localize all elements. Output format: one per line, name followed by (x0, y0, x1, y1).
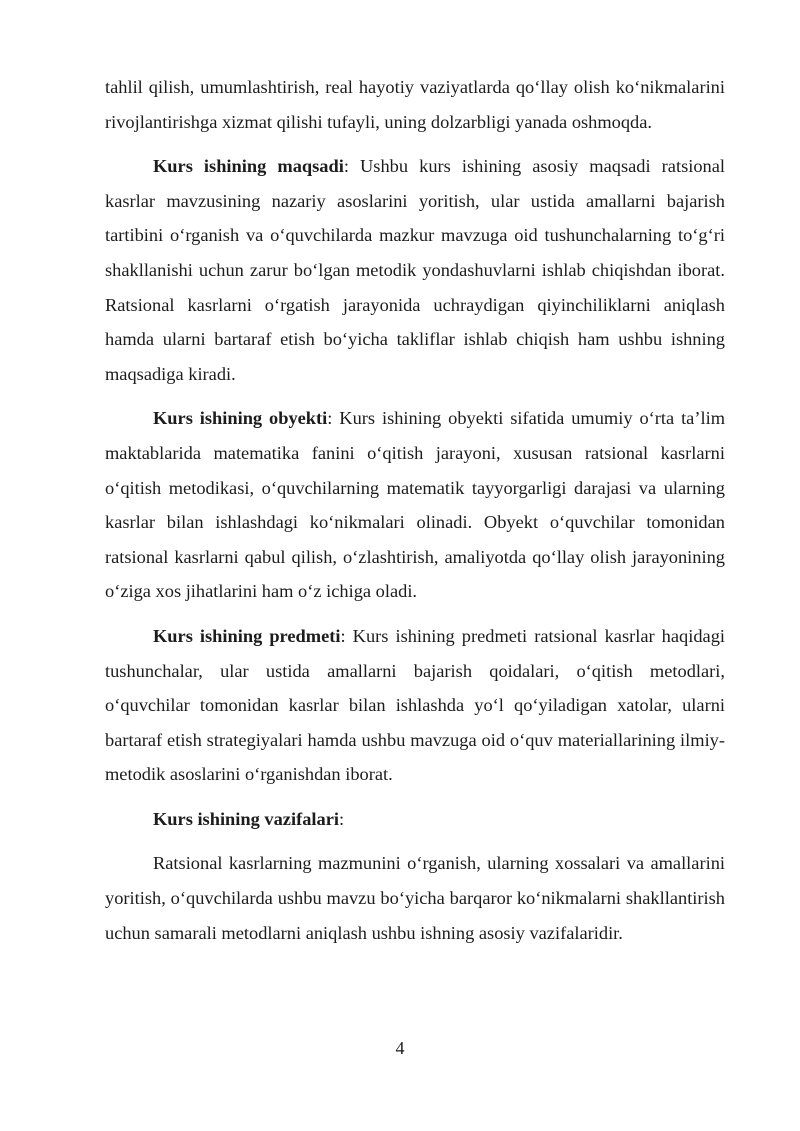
subject-text: : Kurs ishining predmeti ratsional kasrlar haqidagi tushunchalar, ular ustida amallarni bajarish qoidalari, o‘qitish metodlari, o‘quvchilar tomonidan kasrlar bilan ishlashda yo‘l qo‘yiladigan xatolar, ularni bartaraf etish strategiyalari hamda ushbu mavzuga oid o‘quv materiallarining ilmiy-metodik asoslarini o‘rganishdan iborat. (105, 625, 726, 785)
page-body (105, 70, 725, 950)
paragraph-continuation (105, 70, 725, 139)
paragraph-tasks-heading (105, 802, 725, 837)
goal-text: : Ushbu kurs ishining asosiy maqsadi ratsional kasrlar mavzusining nazariy asoslarini yoritish, ular ustida amallarni bajarish tartibini o‘rganish va o‘quvchilarda mazkur mavzuga oid tushunchalarning to‘g‘ri shakllanishi uchun zarur bo‘lgan metodik yondashuvlarni ishlab chiqishdan iborat. Ratsional kasrlarni o‘rgatish jarayonida uchraydigan qiyinchiliklarni aniqlash hamda ularni bartaraf etish bo‘yicha takliflar ishlab chiqish ham ushbu ishning maqsadiga kiradi. (105, 156, 725, 384)
subject-heading: Kurs ishining predmeti (153, 625, 341, 646)
object-heading: Kurs ishining obyekti (153, 408, 328, 429)
goal-heading: Kurs ishining maqsadi (153, 156, 344, 177)
paragraph-object (105, 401, 725, 609)
tasks-text: Ratsional kasrlarning mazmunini o‘rganish, ularning xossalari va amallarini yoritish, o‘quvchilarda ushbu mavzu bo‘yicha barqaror ko‘nikmalarni shakllantirish uchun samarali metodlarni aniqlash ushbu ishning asosiy vazifalaridir. (105, 853, 725, 943)
paragraph-text: tahlil qilish, umumlashtirish, real hayotiy vaziyatlarda qo‘llay olish ko‘nikmalarini rivojlantirishga xizmat qilishi tufayli, uning dolzarbligi yanada oshmoqda. (105, 77, 725, 132)
paragraph-goal (105, 149, 725, 391)
object-text: : Kurs ishining obyekti sifatida umumiy o‘rta ta’lim maktablarida matematika fanini o‘qitish jarayoni, xususan ratsional kasrlarni o‘qitish metodikasi, o‘quvchilarning matematik tayyorgarligi darajasi va ularning kasrlar bilan ishlashdagi ko‘nikmalari olinadi. Obyekt o‘quvchilar tomonidan ratsional kasrlarni qabul qilish, o‘zlashtirish, amaliyotda qo‘llay olish jarayonining o‘ziga xos jihatlarini ham o‘z ichiga oladi. (105, 408, 725, 602)
paragraph-tasks (105, 846, 725, 950)
tasks-heading-colon: : (338, 808, 345, 829)
paragraph-subject (105, 619, 725, 792)
page-number: 4 (395, 1038, 405, 1058)
tasks-heading: Kurs ishining vazifalari (153, 808, 339, 829)
